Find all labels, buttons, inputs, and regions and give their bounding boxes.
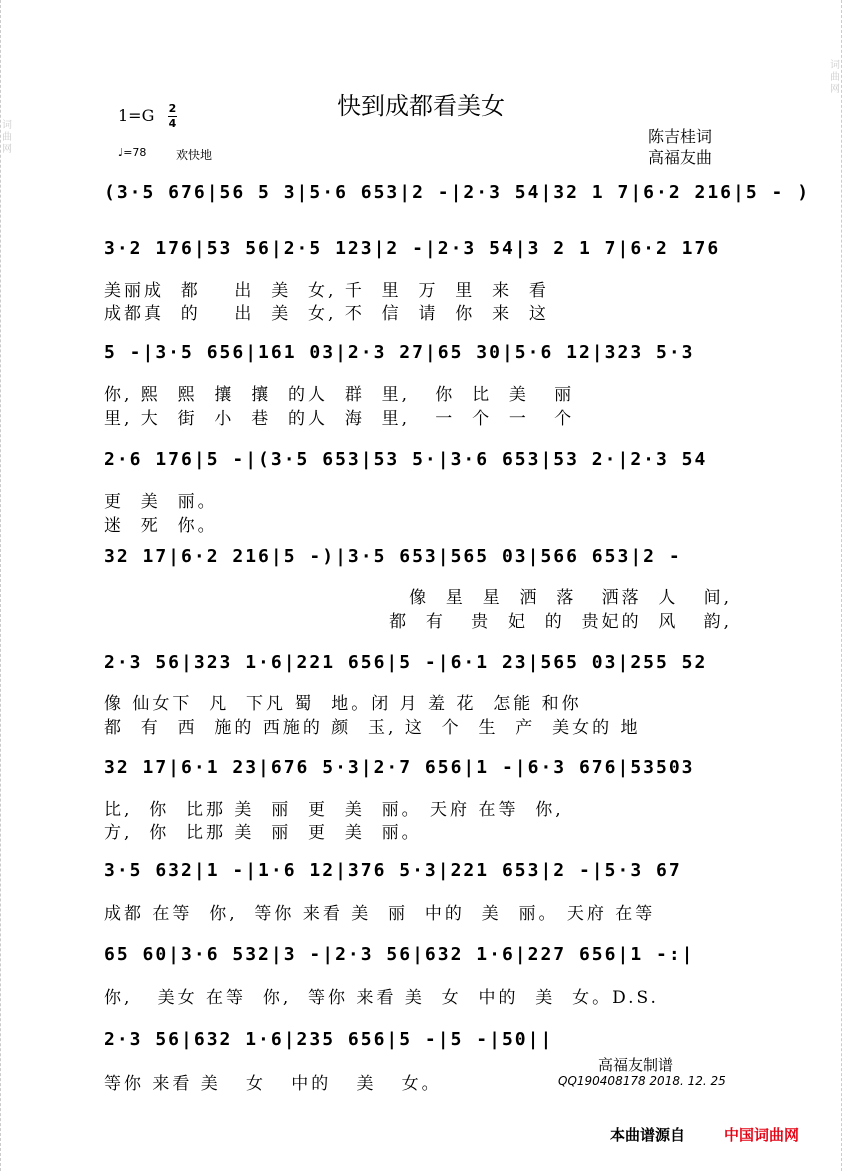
- score-row-3: 5 -|3·5 656|161 03|2·3 27|65 30|5·6 12|323 5·3: [104, 342, 695, 363]
- lyricist: 陈吉桂词: [648, 127, 713, 146]
- lyric-row-5b: 都 有 贵 妃 的 贵妃的 风 韵,: [389, 612, 732, 632]
- lyric-row-4b: 迷 死 你。: [104, 516, 218, 536]
- score-row-7: 32 17|6·1 23|676 5·3|2·7 656|1 -|6·3 676|53503: [104, 757, 695, 778]
- time-top: 2: [168, 102, 177, 115]
- score-row-8: 3·5 632|1 -|1·6 12|376 5·3|221 653|2 -|5·3 67: [104, 860, 682, 881]
- site-name: 中国词曲网: [724, 1126, 800, 1144]
- score-row-10: 2·3 56|632 1·6|235 656|5 -|5 -|50||: [104, 1029, 554, 1050]
- score-row-5: 32 17|6·2 216|5 -)|3·5 653|565 03|566 653|2 -: [104, 546, 682, 567]
- score-row-1: (3·5 676|56 5 3|5·6 653|2 -|2·3 54|32 1 7|6·2 216|5 - ): [104, 182, 811, 203]
- score-row-2: 3·2 176|53 56|2·5 123|2 -|2·3 54|3 2 1 7|6·2 176: [104, 238, 721, 259]
- lyric-row-7b: 方, 你 比那 美 丽 更 美 丽。: [104, 823, 422, 843]
- page-title: 快到成都看美女: [337, 92, 505, 120]
- lyric-row-2b: 成都真 的 出 美 女, 不 信 请 你 来 这: [104, 304, 549, 324]
- lyric-row-8: 成都 在等 你, 等你 来看 美 丽 中的 美 丽。 天府 在等: [104, 904, 656, 924]
- lyric-row-4a: 更 美 丽。: [104, 492, 218, 512]
- score-row-4: 2·6 176|5 -|(3·5 653|53 5·|3·6 653|53 2·|2·3 54: [104, 449, 708, 470]
- lyric-row-2a: 美丽成 都 出 美 女, 千 里 万 里 来 看: [104, 281, 549, 301]
- lyric-row-9: 你, 美女 在等 你, 等你 来看 美 女 中的 美 女。D.S.: [104, 988, 659, 1008]
- left-margin: [0, 0, 15, 1171]
- transcriber-credit: 高福友制谱: [598, 1056, 674, 1074]
- lyric-row-3b: 里, 大 街 小 巷 的人 海 里, 一 个 一 个: [104, 409, 575, 429]
- margin-watermark: 词曲网: [2, 120, 12, 155]
- lyric-row-10: 等你 来看 美 女 中的 美 女。: [104, 1074, 442, 1094]
- source-label: 本曲谱源自: [610, 1126, 686, 1144]
- composer: 高福友曲: [648, 148, 713, 167]
- time-signature: [168, 103, 177, 130]
- margin-watermark: 词曲网: [830, 60, 840, 95]
- lyric-row-7a: 比, 你 比那 美 丽 更 美 丽。 天府 在等 你,: [104, 800, 564, 820]
- right-margin: [827, 0, 842, 1171]
- time-bottom: 4: [168, 117, 177, 130]
- tempo-marking: ♩=78: [118, 146, 147, 159]
- lyric-row-3a: 你, 熙 熙 攘 攘 的人 群 里, 你 比 美 丽: [104, 385, 575, 405]
- lyric-row-5a: 像 星 星 洒 落 洒落 人 间,: [409, 588, 732, 608]
- mood-marking: 欢快地: [176, 148, 213, 162]
- contact-date: QQ190408178 2018. 12. 25: [558, 1074, 726, 1088]
- lyric-row-6a: 像 仙女下 凡 下凡 蜀 地。闭 月 羞 花 怎能 和你: [104, 694, 582, 714]
- lyric-row-6b: 都 有 西 施的 西施的 颜 玉, 这 个 生 产 美女的 地: [104, 718, 641, 738]
- score-row-9: 65 60|3·6 532|3 -|2·3 56|632 1·6|227 656|1 -:|: [104, 944, 695, 965]
- score-row-6: 2·3 56|323 1·6|221 656|5 -|6·1 23|565 03|255 52: [104, 652, 708, 673]
- key-signature: 1=G: [118, 106, 155, 125]
